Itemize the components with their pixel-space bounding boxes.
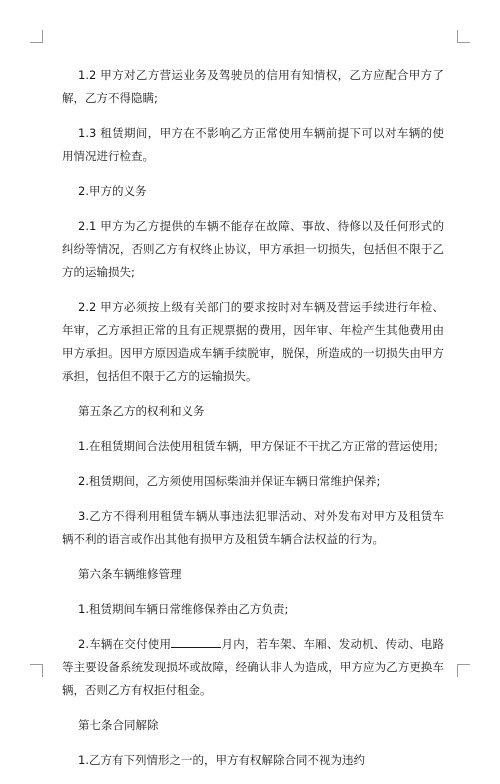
heading-article-6: 第六条车辆维修管理 [78, 567, 182, 581]
fill-in-blank[interactable] [171, 635, 221, 648]
heading-article-5: 第五条乙方的权利和义务 [78, 404, 205, 418]
paragraph-6-1: 1.租赁期间车辆日常维修保养由乙方负责; [78, 602, 289, 616]
heading-party-a-obligations: 2.甲方的义务 [78, 184, 147, 198]
paragraph-2-1: 2.1 甲方为乙方提供的车辆不能存在故障、事故、待修以及任何形式的纠纷等情况，否则乙方有权终止协议，甲方承担一切损失，包括但不限于乙方的运输损失; [62, 219, 444, 279]
paragraph-5-1: 1.在租赁期间合法使用租赁车辆，甲方保证不干扰乙方正常的营运使用; [78, 439, 438, 453]
paragraph-1-3: 1.3 租赁期间，甲方在不影响乙方正常使用车辆前提下可以对车辆的使用情况进行检查。 [62, 126, 444, 163]
paragraph-6-2-start: 2.车辆在交付使用 [78, 637, 172, 651]
paragraph-5-3: 3.乙方不得利用租赁车辆从事违法犯罪活动、对外发布对甲方及租赁车辆不利的语言或作出其他有损甲方及租赁车辆合法权益的行为。 [62, 509, 444, 546]
paragraph-6-2 [62, 633, 444, 702]
paragraph-5-2: 2.租赁期间，乙方须使用国标柴油并保证车辆日常维护保养; [78, 474, 381, 488]
crop-mark-top-right [457, 30, 470, 43]
heading-article-7: 第七条合同解除 [78, 718, 159, 732]
paragraph-1-2: 1.2 甲方对乙方营运业务及驾驶员的信用有知情权，乙方应配合甲方了解，乙方不得隐瞒; [62, 68, 444, 105]
crop-mark-bottom-left [30, 664, 43, 677]
paragraph-2-2: 2.2 甲方必须按上级有关部门的要求按时对车辆及营运手续进行年检、年审，乙方承担正常的且有正规票据的费用，因年审、年检产生其他费用由甲方承担。因甲方原因造成车辆手续脱审，脱保，所造成的一切损失由甲方承担，包括但不限于乙方的运输损失。 [62, 300, 444, 383]
paragraph-6-2-end: 月内，若车架、车厢、发动机、传动、电路等主要设备系统发现损坏或故障，经确认非人为造成，甲方应为乙方更换车辆，否则乙方有权拒付租金。 [62, 637, 444, 697]
document-body [62, 64, 444, 784]
crop-mark-top-left [30, 30, 43, 43]
paragraph-7-1: 1.乙方有下列情形之一的，甲方有权解除合同不视为违约 [78, 753, 365, 767]
crop-mark-bottom-right [457, 664, 470, 677]
